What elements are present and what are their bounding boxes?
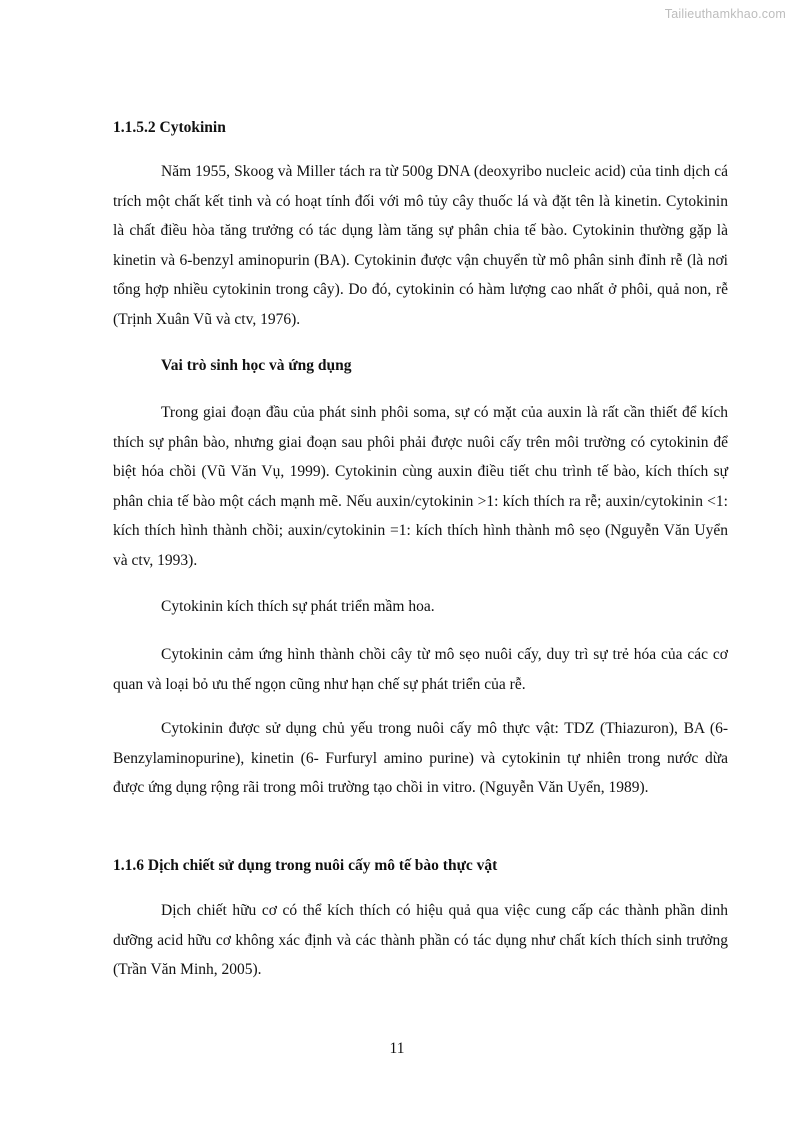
section-title-cytokinin: 1.1.5.2 Cytokinin bbox=[113, 119, 226, 136]
paragraph-organic-extracts: Dịch chiết hữu cơ có thể kích thích có hiệu quả qua việc cung cấp các thành phần dinh dưỡng acid hữu cơ không xác định và các thành phần có tác dụng như chất kích thích sinh trưởng (Trần Văn Minh, 2005). bbox=[113, 902, 728, 978]
watermark: Tailieuthamkhao.com bbox=[664, 7, 786, 21]
paragraph-flower-buds: Cytokinin kích thích sự phát triển mầm hoa. bbox=[161, 598, 435, 615]
paragraph-somatic-embryogenesis: Trong giai đoạn đầu của phát sinh phôi soma, sự có mặt của auxin là rất cần thiết để kích thích sự phân bào, nhưng giai đoạn sau phôi phải được nuôi cấy trên môi trường có cytokinin để biệt hóa chồi (Vũ Văn Vụ, 1999). Cytokinin cùng auxin điều tiết chu trình tế bào, kích thích sự phân chia tế bào một cách mạnh mẽ. Nếu auxin/cytokinin >1: kích thích ra rễ; auxin/cytokinin <1: kích thích hình thành chồi; auxin/cytokinin =1: kích thích hình thành mô sẹo (Nguyễn Văn Uyển và ctv, 1993). bbox=[113, 404, 728, 569]
paragraph-cytokinin-usage: Cytokinin được sử dụng chủ yếu trong nuôi cấy mô thực vật: TDZ (Thiazuron), BA (6- Benzylaminopurine), kinetin (6- Furfuryl amino purine) và cytokinin tự nhiên trong nước dừa được ứng dụng rộng rãi trong môi trường tạo chồi in vitro. (Nguyễn Văn Uyển, 1989). bbox=[113, 720, 728, 796]
subheading-biological-role: Vai trò sinh học và ứng dụng bbox=[161, 357, 352, 374]
paragraph-shoot-induction: Cytokinin cảm ứng hình thành chồi cây từ mô sẹo nuôi cấy, duy trì sự trẻ hóa của các cơ quan và loại bỏ ưu thế ngọn cũng như hạn chế sự phát triển của rễ. bbox=[113, 646, 728, 693]
page-number: 11 bbox=[389, 1040, 405, 1057]
section-title-plant-extracts: 1.1.6 Dịch chiết sử dụng trong nuôi cấy mô tế bào thực vật bbox=[113, 857, 498, 874]
paragraph-cytokinin-discovery: Năm 1955, Skoog và Miller tách ra từ 500g DNA (deoxyribo nucleic acid) của tinh dịch cá trích một chất kết tinh và có hoạt tính đối với mô tủy cây thuốc lá và đặt tên là kinetin. Cytokinin là chất điều hòa tăng trưởng có tác dụng làm tăng sự phân chia tế bào. Cytokinin thường gặp là kinetin và 6-benzyl aminopurin (BA). Cytokinin được vận chuyển từ mô phân sinh đỉnh rễ (là nơi tổng hợp nhiều cytokinin trong cây). Do đó, cytokinin có hàm lượng cao nhất ở phôi, quả non, rễ (Trịnh Xuân Vũ và ctv, 1976). bbox=[113, 163, 728, 328]
